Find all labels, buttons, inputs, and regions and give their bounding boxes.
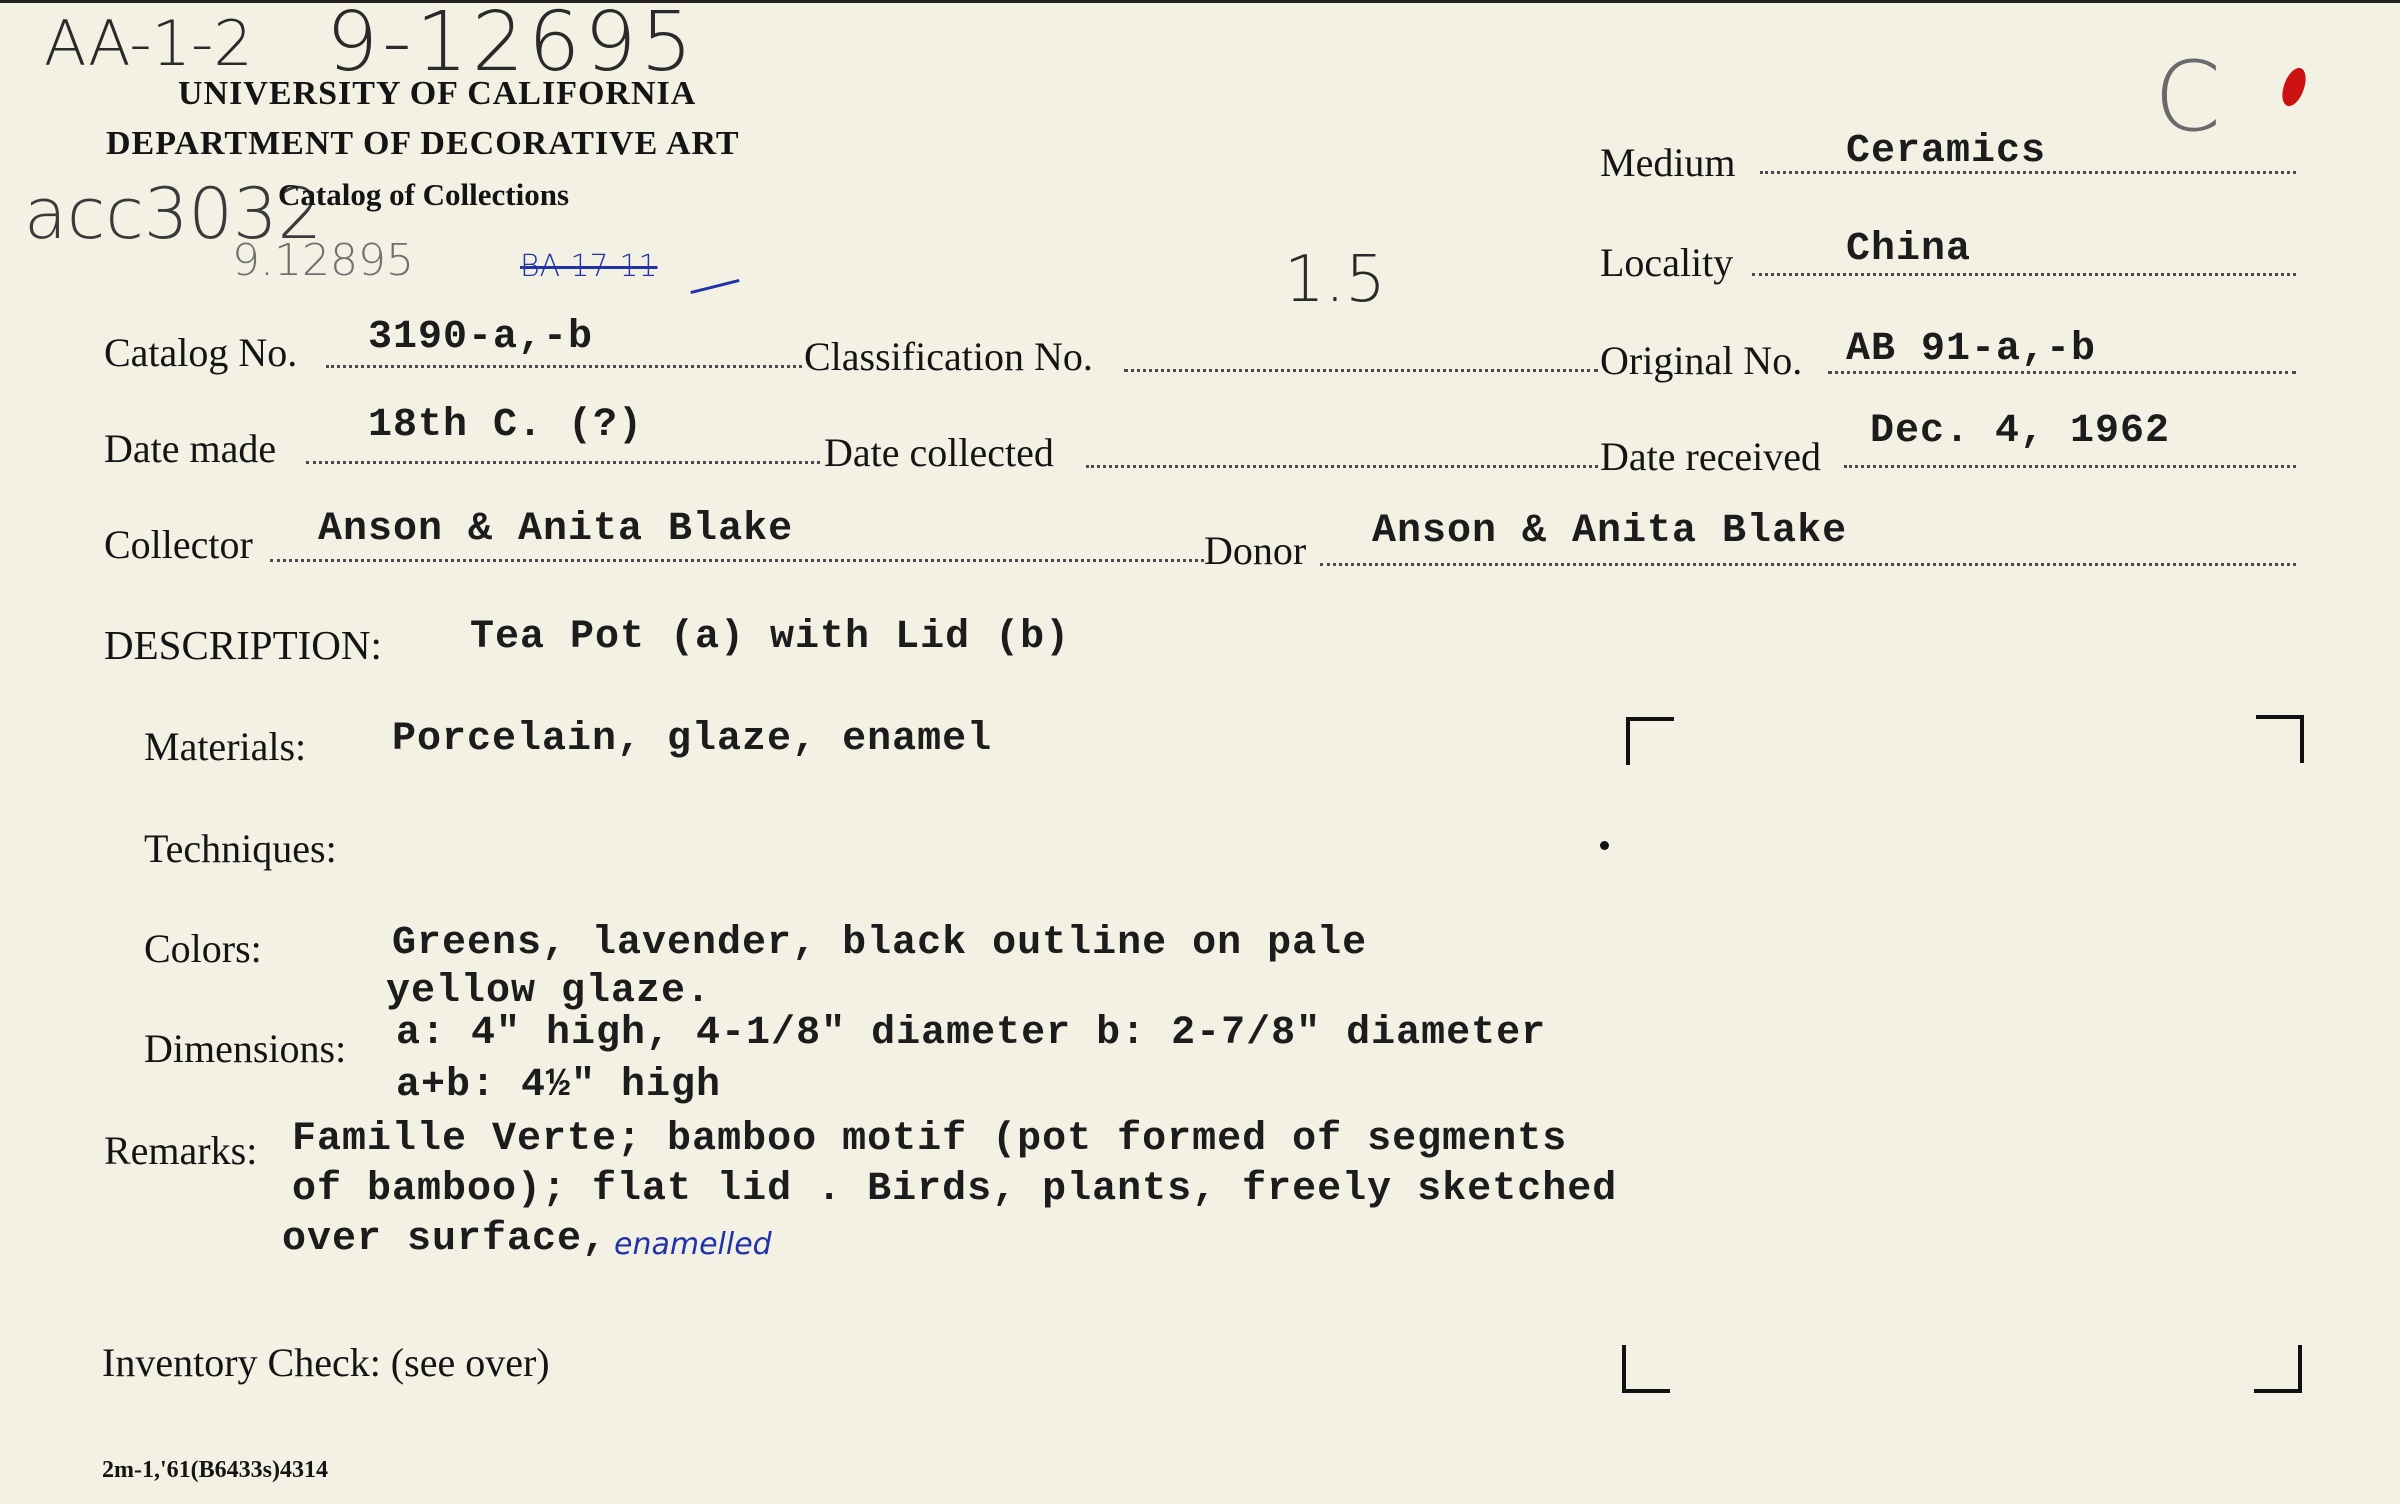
date-collected-label: Date collected xyxy=(824,430,1054,475)
remarks-line-3: over surface, xyxy=(282,1217,608,1262)
description-value: Tea Pot (a) with Lid (b) xyxy=(470,615,1071,660)
corner-mark-bottom-right xyxy=(2254,1345,2302,1393)
classification-no-line xyxy=(1124,369,1598,372)
original-no-value: AB 91-a,-b xyxy=(1846,327,2097,372)
original-no-label: Original No. xyxy=(1600,338,1803,383)
catalog-no-value: 3190-a,-b xyxy=(368,315,594,360)
catalog-no-label: Catalog No. xyxy=(104,330,298,375)
locality-label: Locality xyxy=(1600,240,1734,285)
dimensions-label: Dimensions: xyxy=(144,1026,347,1071)
techniques-label: Techniques: xyxy=(144,826,337,871)
description-label: DESCRIPTION: xyxy=(104,622,382,668)
date-made-line xyxy=(306,461,820,464)
handwritten-small-number: 9.12895 xyxy=(232,235,414,286)
department-title: DEPARTMENT OF DECORATIVE ART xyxy=(106,125,740,162)
remarks-line-1: Famille Verte; bamboo motif (pot formed of segments xyxy=(292,1117,1568,1162)
date-received-label: Date received xyxy=(1600,434,1821,479)
colors-label: Colors: xyxy=(144,926,262,971)
catalog-no-line xyxy=(326,365,802,368)
handwritten-corner-letter: C xyxy=(2154,41,2222,153)
dimensions-line-2: a+b: 4½" high xyxy=(396,1063,722,1108)
donor-label: Donor xyxy=(1204,528,1307,573)
handwritten-top-left-code: AA-1-2 xyxy=(44,7,253,80)
handwritten-acc-number: acc3032 xyxy=(24,173,323,255)
collector-label: Collector xyxy=(104,522,253,567)
collector-value: Anson & Anita Blake xyxy=(318,507,794,552)
inventory-check: Inventory Check: (see over) xyxy=(102,1340,550,1385)
medium-label: Medium xyxy=(1600,140,1736,185)
locality-value: China xyxy=(1846,227,1972,272)
medium-value: Ceramics xyxy=(1846,129,2047,174)
date-received-line xyxy=(1844,465,2296,468)
donor-value: Anson & Anita Blake xyxy=(1372,509,1848,554)
date-made-label: Date made xyxy=(104,426,277,471)
date-collected-line xyxy=(1086,465,1598,468)
red-mark xyxy=(2278,65,2310,109)
university-title: UNIVERSITY OF CALIFORNIA xyxy=(178,75,697,112)
colors-line-1: Greens, lavender, black outline on pale xyxy=(392,921,1368,966)
ink-dot xyxy=(1600,841,1609,850)
dimensions-line-1: a: 4" high, 4-1/8" diameter b: 2-7/8" diameter xyxy=(396,1011,1547,1056)
handwritten-top-number: 9-12695 xyxy=(326,0,697,90)
catalog-subtitle: Catalog of Collections xyxy=(278,177,570,212)
remarks-line-2: of bamboo); flat lid . Birds, plants, freely sketched xyxy=(292,1167,1618,1212)
corner-mark-top-right xyxy=(2256,715,2304,763)
corner-mark-bottom-left xyxy=(1622,1345,1670,1393)
handwritten-enamelled-note: enamelled xyxy=(614,1227,772,1262)
materials-value: Porcelain, glaze, enamel xyxy=(392,717,993,762)
colors-line-2: yellow glaze. xyxy=(386,969,712,1014)
donor-line xyxy=(1320,563,2296,566)
materials-label: Materials: xyxy=(144,724,307,769)
classification-no-label: Classification No. xyxy=(804,334,1093,379)
locality-line xyxy=(1752,273,2296,276)
corner-mark-top-left xyxy=(1626,717,1674,765)
date-received-value: Dec. 4, 1962 xyxy=(1870,409,2171,454)
form-code: 2m-1,'61(B6433s)4314 xyxy=(102,1457,328,1483)
handwritten-middle-number: 1.5 xyxy=(1284,243,1386,317)
handwritten-struck-note: BA-17-11 xyxy=(520,249,658,284)
collector-line xyxy=(270,559,1204,562)
date-made-value: 18th C. (?) xyxy=(368,403,644,448)
blue-check-stroke xyxy=(690,279,739,294)
remarks-label: Remarks: xyxy=(104,1128,258,1173)
